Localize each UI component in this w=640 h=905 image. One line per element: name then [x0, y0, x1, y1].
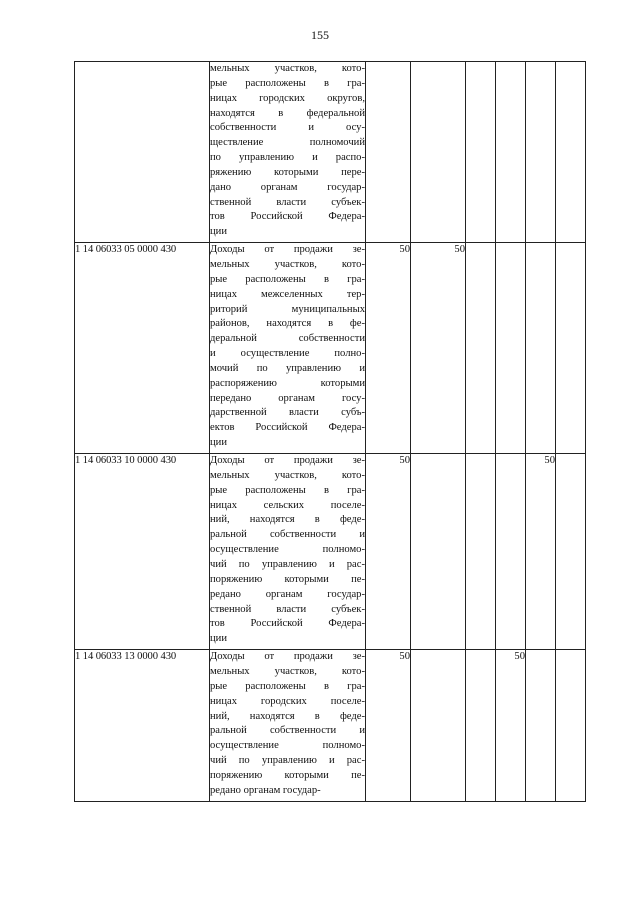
description-line: распоряжению которыми — [210, 377, 365, 389]
page-number: 155 — [311, 28, 329, 42]
description-line: ществление полномочий — [210, 137, 365, 149]
description-line: ницах городских поселе- — [210, 695, 365, 707]
description-line: ции — [210, 437, 228, 449]
description-line: редано органам государ- — [210, 588, 365, 600]
description-line: находятся в федеральной — [210, 107, 365, 119]
table-row — [75, 243, 586, 454]
description-line: мельных участков, кото- — [210, 63, 365, 74]
value-cell: 50 — [366, 454, 411, 650]
description-line: ции — [210, 633, 228, 645]
description-line: рые расположены в гра- — [210, 77, 365, 89]
value-cell: 50 — [526, 454, 556, 650]
budget-classification-code: 1 14 06033 05 0000 430 — [75, 243, 210, 454]
description-line: ральной собственности и — [210, 725, 365, 737]
description-line: чий по управлению и рас- — [210, 755, 365, 767]
description-line: ектов Российской Федера- — [210, 422, 365, 434]
description-line: дарственной власти субъ- — [210, 407, 365, 419]
revenue-description — [210, 454, 366, 650]
value-cell — [496, 454, 526, 650]
value-cell — [526, 650, 556, 802]
description-line: мельных участков, кото- — [210, 665, 365, 677]
description-line: ственной власти субъек- — [210, 603, 365, 615]
description-line: дано органам государ- — [210, 181, 365, 193]
description-line: Доходы от продажи зе- — [210, 651, 365, 663]
value-cell: 50 — [411, 243, 466, 454]
description-line: осуществление полномо- — [210, 740, 365, 752]
description-line: ции — [210, 226, 228, 238]
description-line: рые расположены в гра- — [210, 680, 365, 692]
revenue-description — [210, 243, 366, 454]
description-line: районов, находятся в фе- — [210, 318, 365, 330]
value-cell — [466, 454, 496, 650]
description-line: ственной власти субъек- — [210, 196, 365, 208]
value-cell — [526, 243, 556, 454]
description-line: рые расположены в гра- — [210, 484, 365, 496]
revenue-description — [210, 62, 366, 243]
description-line: мочий по управлению и — [210, 362, 365, 374]
description-line: ницах сельских поселе- — [210, 499, 365, 511]
revenue-table — [74, 61, 586, 802]
value-cell — [466, 650, 496, 802]
description-line: мельных участков, кото- — [210, 259, 365, 271]
description-line: ницах межселенных тер- — [210, 288, 365, 300]
value-cell — [556, 62, 586, 243]
description-line: ряжению которыми пере- — [210, 166, 365, 178]
description-line: по управлению и распо- — [210, 152, 365, 164]
value-cell — [411, 62, 466, 243]
table-row — [75, 650, 586, 802]
revenue-description — [210, 650, 366, 802]
value-cell — [526, 62, 556, 243]
value-cell — [466, 243, 496, 454]
value-cell — [556, 650, 586, 802]
table-row — [75, 62, 586, 243]
description-line: чий по управлению и рас- — [210, 558, 365, 570]
value-cell — [496, 62, 526, 243]
description-line: мельных участков, кото- — [210, 469, 365, 481]
description-line: рые расположены в гра- — [210, 273, 365, 285]
description-line: редано органам государ- — [210, 784, 321, 796]
value-cell — [556, 454, 586, 650]
table-row — [75, 454, 586, 650]
description-line: осуществление полномо- — [210, 544, 365, 556]
table-body — [75, 62, 586, 802]
description-line: тов Российской Федера- — [210, 618, 365, 630]
value-cell: 50 — [366, 650, 411, 802]
value-cell — [411, 650, 466, 802]
description-line: поряжению которыми пе- — [210, 573, 365, 585]
description-line: поряжению которыми пе- — [210, 769, 365, 781]
budget-classification-code: 1 14 06033 13 0000 430 — [75, 650, 210, 802]
description-line: ний, находятся в феде- — [210, 710, 365, 722]
description-line: Доходы от продажи зе- — [210, 244, 365, 256]
value-cell — [466, 62, 496, 243]
value-cell — [556, 243, 586, 454]
budget-classification-code: 1 14 06033 10 0000 430 — [75, 454, 210, 650]
description-line: ний, находятся в феде- — [210, 514, 365, 526]
description-line: деральной собственности — [210, 333, 365, 345]
value-cell — [496, 243, 526, 454]
description-line: ральной собственности и — [210, 529, 365, 541]
value-cell: 50 — [496, 650, 526, 802]
value-cell — [411, 454, 466, 650]
description-line: передано органам госу- — [210, 392, 365, 404]
value-cell: 50 — [366, 243, 411, 454]
description-line: Доходы от продажи зе- — [210, 455, 365, 467]
description-line: и осуществление полно- — [210, 348, 365, 360]
value-cell — [366, 62, 411, 243]
budget-classification-code — [75, 62, 210, 243]
description-line: тов Российской Федера- — [210, 211, 365, 223]
description-line: риторий муниципальных — [210, 303, 365, 315]
description-line: собственности и осу- — [210, 122, 365, 134]
description-line: ницах городских округов, — [210, 92, 365, 104]
